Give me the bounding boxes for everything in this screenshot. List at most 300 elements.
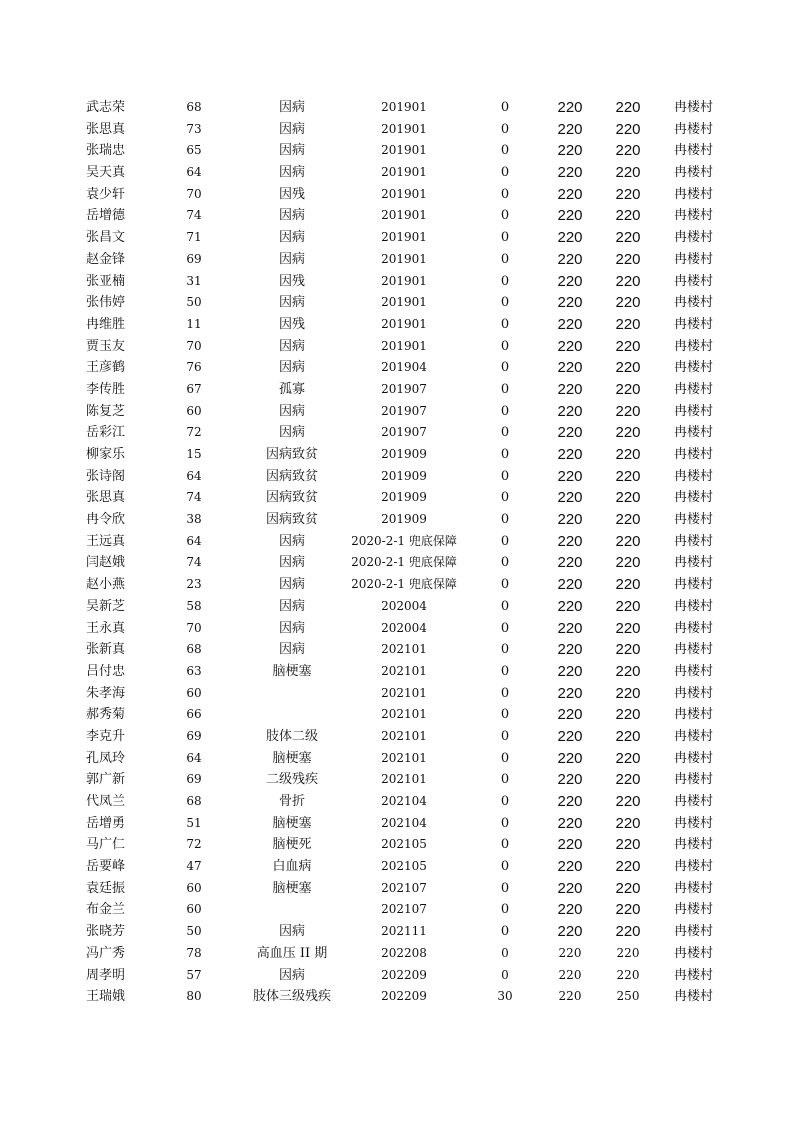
- village-name: 冉楼村: [674, 750, 714, 766]
- resident-name: 代凤兰: [86, 794, 126, 809]
- assistance-reason: 因病: [278, 165, 305, 181]
- resident-name: 赵金锋: [86, 251, 126, 267]
- assistance-reason: 因病: [278, 642, 305, 658]
- assistance-reason: 因病: [278, 967, 305, 983]
- base-amount: 220: [557, 814, 583, 832]
- resident-age: 31: [186, 273, 202, 288]
- village-name: 冉楼村: [674, 902, 714, 918]
- supplement-amount: 0: [500, 533, 510, 549]
- total-amount: 220: [615, 727, 641, 745]
- total-amount: 220: [615, 229, 641, 247]
- assistance-reason: 因病: [278, 403, 305, 419]
- table-row: [62, 509, 762, 531]
- village-name: 冉楼村: [674, 360, 714, 376]
- total-amount: 220: [615, 120, 641, 138]
- resident-name: 赵小燕: [86, 577, 126, 593]
- start-date: 202209: [381, 967, 427, 982]
- base-amount: 220: [557, 662, 583, 680]
- resident-age: 57: [186, 967, 202, 982]
- start-date: 202111: [381, 924, 427, 939]
- supplement-amount: 0: [501, 967, 509, 982]
- supplement-amount: 0: [500, 273, 510, 289]
- assistance-reason: 因病: [278, 121, 305, 137]
- total-amount: 220: [615, 185, 641, 203]
- base-amount: 220: [557, 120, 583, 138]
- resident-age: 69: [186, 251, 202, 266]
- base-amount: 220: [557, 446, 583, 463]
- resident-name: 柳家乐: [86, 447, 126, 462]
- resident-name: 岳增德: [86, 208, 126, 224]
- resident-age: 64: [186, 165, 202, 180]
- total-amount: 220: [615, 684, 641, 702]
- total-amount: 220: [615, 576, 641, 594]
- start-date: 201907: [381, 381, 427, 396]
- supplement-amount: 0: [500, 663, 510, 679]
- resident-name: 郭广新: [86, 772, 126, 788]
- start-date: 201909: [381, 447, 427, 461]
- start-date: 202107: [381, 880, 427, 895]
- resident-age: 66: [186, 707, 202, 722]
- resident-age: 68: [186, 642, 202, 657]
- table-row: [62, 487, 762, 509]
- start-date: 202209: [381, 989, 427, 1004]
- village-name: 冉楼村: [674, 143, 714, 159]
- total-amount: 220: [615, 489, 641, 507]
- base-amount: 220: [557, 207, 583, 225]
- total-amount: 250: [616, 989, 640, 1004]
- total-amount: 220: [615, 749, 641, 767]
- assistance-reason: 二级残疾: [265, 772, 318, 788]
- total-amount: 220: [615, 164, 641, 182]
- resident-name: 岳彩江: [86, 425, 126, 441]
- table-row: [62, 184, 762, 206]
- resident-age: 76: [186, 360, 202, 375]
- start-date: 2020-2-1 兜底保障: [351, 555, 457, 570]
- base-amount: 220: [557, 771, 583, 789]
- resident-age: 15: [186, 447, 202, 461]
- start-date: 201901: [381, 251, 427, 266]
- table-row: [62, 357, 762, 379]
- start-date: 202101: [381, 685, 427, 700]
- resident-name: 孔凤玲: [86, 750, 126, 766]
- table-row: [62, 921, 762, 943]
- supplement-amount: 0: [500, 902, 510, 918]
- start-date: 202004: [381, 620, 427, 635]
- assistance-reason: 因病: [278, 143, 305, 159]
- supplement-amount: 0: [500, 577, 510, 593]
- resident-name: 岳要峰: [86, 859, 126, 875]
- supplement-amount: 0: [500, 772, 510, 788]
- resident-age: 38: [186, 512, 202, 527]
- start-date: 201901: [381, 143, 427, 158]
- resident-name: 张新真: [86, 642, 126, 658]
- resident-age: 71: [186, 230, 202, 245]
- resident-age: 60: [186, 685, 202, 700]
- supplement-amount: 0: [500, 837, 510, 853]
- total-amount: 220: [615, 901, 641, 919]
- table-row: [62, 986, 762, 1008]
- supplement-amount: 0: [500, 447, 510, 462]
- total-amount: 220: [615, 554, 641, 572]
- start-date: 201909: [381, 512, 427, 527]
- total-amount: 220: [615, 662, 641, 680]
- start-date: 202004: [381, 598, 427, 613]
- village-name: 冉楼村: [674, 251, 714, 267]
- assistance-reason: 因病: [278, 251, 305, 267]
- start-date: 201909: [381, 490, 427, 505]
- resident-age: 51: [186, 815, 202, 830]
- assistance-reason: 脑梗塞: [272, 663, 312, 679]
- table-row: [62, 683, 762, 705]
- base-amount: 220: [557, 272, 583, 290]
- total-amount: 220: [615, 315, 641, 333]
- assistance-reason: 肢体三级残疾: [252, 989, 331, 1005]
- resident-name: 李传胜: [86, 381, 126, 397]
- village-name: 冉楼村: [674, 598, 714, 614]
- supplement-amount: 0: [500, 555, 510, 571]
- assistance-reason: 因残: [278, 273, 305, 289]
- village-name: 冉楼村: [674, 381, 714, 397]
- assistance-reason: 肢体二级: [265, 728, 318, 744]
- village-name: 冉楼村: [674, 468, 714, 484]
- resident-name: 布金兰: [86, 902, 126, 918]
- resident-age: 80: [186, 989, 202, 1004]
- resident-name: 闫赵娥: [86, 555, 126, 571]
- base-amount: 220: [557, 250, 583, 268]
- base-amount: 220: [557, 337, 583, 355]
- resident-name: 王永真: [86, 620, 126, 636]
- assistance-reason: 脑梗塞: [272, 750, 312, 766]
- resident-name: 张晓芳: [86, 924, 126, 940]
- supplement-amount: 0: [500, 360, 510, 376]
- start-date: 201907: [381, 425, 427, 440]
- supplement-amount: 0: [500, 512, 510, 528]
- supplement-amount: 0: [500, 642, 510, 658]
- village-name: 冉楼村: [674, 295, 714, 311]
- start-date: 201901: [381, 295, 427, 310]
- total-amount: 220: [615, 99, 641, 116]
- resident-name: 武志荣: [86, 100, 126, 115]
- start-date: 202101: [381, 750, 427, 765]
- start-date: 201901: [381, 100, 427, 114]
- assistance-reason: 脑梗死: [272, 837, 312, 853]
- base-amount: 220: [557, 706, 583, 724]
- start-date: 201901: [381, 230, 427, 245]
- base-amount: 220: [557, 576, 583, 594]
- start-date: 202101: [381, 663, 427, 678]
- supplement-amount: 0: [500, 468, 510, 484]
- village-name: 冉楼村: [674, 707, 714, 723]
- village-name: 冉楼村: [674, 642, 714, 658]
- village-name: 冉楼村: [674, 794, 714, 809]
- table-row: [62, 227, 762, 249]
- resident-age: 73: [186, 121, 202, 136]
- supplement-amount: 0: [500, 143, 510, 159]
- table-row: [62, 271, 762, 293]
- start-date: 201901: [381, 316, 427, 331]
- resident-name: 朱孝海: [86, 685, 126, 701]
- village-name: 冉楼村: [674, 447, 714, 462]
- resident-age: 60: [186, 403, 202, 418]
- table-row: [62, 791, 762, 813]
- assistance-reason: 骨折: [278, 794, 305, 809]
- resident-age: 65: [186, 143, 202, 158]
- resident-name: 李克升: [86, 728, 126, 744]
- total-amount: 220: [615, 467, 641, 485]
- total-amount: 220: [615, 250, 641, 268]
- supplement-amount: 0: [500, 251, 510, 267]
- supplement-amount: 0: [501, 945, 509, 960]
- village-name: 冉楼村: [674, 577, 714, 593]
- total-amount: 220: [615, 402, 641, 420]
- supplement-amount: 0: [500, 598, 510, 614]
- total-amount: 220: [615, 359, 641, 377]
- supplement-amount: 0: [500, 685, 510, 701]
- resident-name: 张昌文: [86, 230, 126, 246]
- resident-name: 袁少轩: [86, 186, 126, 202]
- total-amount: 220: [615, 771, 641, 789]
- base-amount: 220: [557, 294, 583, 312]
- base-amount: 220: [558, 989, 582, 1004]
- resident-name: 岳增勇: [86, 815, 126, 831]
- table-row: [62, 422, 762, 444]
- village-name: 冉楼村: [674, 859, 714, 875]
- total-amount: 220: [615, 923, 641, 941]
- total-amount: 220: [615, 532, 641, 550]
- start-date: 202101: [381, 707, 427, 722]
- assistance-reason: 因病: [278, 338, 305, 354]
- table-row: [62, 834, 762, 856]
- supplement-amount: 0: [500, 425, 510, 441]
- supplement-amount: 0: [500, 859, 510, 875]
- base-amount: 220: [557, 554, 583, 572]
- base-amount: 220: [557, 315, 583, 333]
- assistance-reason: 因病: [278, 577, 305, 593]
- total-amount: 220: [615, 511, 641, 529]
- resident-age: 64: [186, 533, 202, 548]
- village-name: 冉楼村: [674, 338, 714, 354]
- village-name: 冉楼村: [674, 663, 714, 679]
- village-name: 冉楼村: [674, 121, 714, 137]
- assistance-reason: 脑梗塞: [272, 815, 312, 831]
- base-amount: 220: [557, 597, 583, 615]
- village-name: 冉楼村: [674, 924, 714, 940]
- base-amount: 220: [557, 727, 583, 745]
- assistance-reason: 因病: [278, 230, 305, 246]
- base-amount: 220: [557, 641, 583, 659]
- total-amount: 220: [615, 142, 641, 160]
- resident-age: 47: [186, 859, 202, 874]
- village-name: 冉楼村: [674, 230, 714, 246]
- base-amount: 220: [557, 402, 583, 420]
- village-name: 冉楼村: [674, 967, 714, 983]
- resident-name: 冉令欣: [86, 512, 126, 528]
- resident-name: 贾玉友: [86, 338, 126, 354]
- assistance-reason: 孤寡: [278, 381, 305, 397]
- village-name: 冉楼村: [674, 316, 714, 332]
- assistance-reason: 白血病: [272, 859, 312, 875]
- start-date: 202101: [381, 642, 427, 657]
- table-row: [62, 618, 762, 640]
- start-date: 201901: [381, 338, 427, 353]
- base-amount: 220: [557, 489, 583, 507]
- base-amount: 220: [557, 359, 583, 377]
- assistance-reason: 因病: [278, 295, 305, 311]
- supplement-amount: 0: [500, 794, 510, 809]
- supplement-amount: 0: [500, 165, 510, 181]
- village-name: 冉楼村: [674, 728, 714, 744]
- start-date: 202105: [381, 837, 427, 852]
- assistance-reason: 因病致贫: [265, 512, 318, 528]
- assistance-reason: 因病: [278, 620, 305, 636]
- resident-name: 王瑞娥: [86, 989, 126, 1005]
- assistance-reason: 因病致贫: [265, 490, 318, 506]
- supplement-amount: 0: [500, 728, 510, 744]
- resident-age: 68: [186, 794, 202, 808]
- table-row: [62, 466, 762, 488]
- base-amount: 220: [557, 793, 583, 810]
- resident-name: 冯广秀: [86, 945, 126, 961]
- table-row: [62, 444, 762, 466]
- table-row: [62, 574, 762, 596]
- total-amount: 220: [615, 424, 641, 442]
- supplement-amount: 0: [500, 295, 510, 311]
- base-amount: 220: [557, 684, 583, 702]
- total-amount: 220: [616, 967, 640, 982]
- assistance-reason: 因残: [278, 316, 305, 332]
- start-date: 202105: [381, 859, 427, 874]
- resident-age: 78: [186, 945, 202, 960]
- table-row: [62, 899, 762, 921]
- table-row: [62, 336, 762, 358]
- assistance-reason: 因残: [278, 186, 305, 202]
- supplement-amount: 30: [497, 989, 513, 1004]
- total-amount: 220: [615, 272, 641, 290]
- village-name: 冉楼村: [674, 815, 714, 831]
- resident-age: 58: [186, 598, 202, 613]
- supplement-amount: 0: [500, 620, 510, 636]
- village-name: 冉楼村: [674, 880, 714, 896]
- supplement-amount: 0: [500, 338, 510, 354]
- table-row: [62, 531, 762, 553]
- start-date: 201907: [381, 403, 427, 418]
- total-amount: 220: [615, 793, 641, 810]
- table-row: [62, 292, 762, 314]
- village-name: 冉楼村: [674, 620, 714, 636]
- assistance-reason: 因病: [278, 555, 305, 571]
- resident-name: 王远真: [86, 533, 126, 549]
- resident-age: 23: [186, 577, 202, 592]
- resident-age: 63: [186, 663, 202, 678]
- table-row: [62, 314, 762, 336]
- resident-name: 冉维胜: [86, 316, 126, 332]
- supplement-amount: 0: [500, 100, 510, 115]
- assistance-reason: 因病: [278, 208, 305, 224]
- supplement-amount: 0: [500, 230, 510, 246]
- resident-name: 郝秀菊: [86, 707, 126, 723]
- start-date: 201901: [381, 186, 427, 201]
- base-amount: 220: [557, 879, 583, 897]
- start-date: 201901: [381, 165, 427, 180]
- total-amount: 220: [615, 207, 641, 225]
- table-row: [62, 704, 762, 726]
- table-row: [62, 119, 762, 141]
- total-amount: 220: [615, 380, 641, 398]
- table-row: [62, 596, 762, 618]
- table-row: [62, 965, 762, 987]
- resident-age: 70: [186, 620, 202, 635]
- resident-name: 吕付忠: [86, 663, 126, 679]
- assistance-reason: 因病致贫: [265, 468, 318, 484]
- resident-name: 张伟婷: [86, 295, 126, 311]
- table-row: [62, 748, 762, 770]
- base-amount: 220: [558, 967, 582, 982]
- resident-name: 马广仁: [86, 837, 126, 853]
- total-amount: 220: [615, 619, 641, 637]
- village-name: 冉楼村: [674, 945, 714, 961]
- base-amount: 220: [558, 945, 582, 960]
- table-row: [62, 205, 762, 227]
- village-name: 冉楼村: [674, 165, 714, 181]
- table-row: [62, 140, 762, 162]
- village-name: 冉楼村: [674, 837, 714, 853]
- table-row: [62, 769, 762, 791]
- village-name: 冉楼村: [674, 273, 714, 289]
- base-amount: 220: [557, 185, 583, 203]
- resident-age: 72: [186, 425, 202, 440]
- total-amount: 220: [615, 858, 641, 876]
- resident-age: 11: [186, 316, 202, 331]
- assistance-reason: 因病: [278, 100, 305, 115]
- resident-age: 60: [186, 880, 202, 895]
- supplement-amount: 0: [500, 815, 510, 831]
- base-amount: 220: [557, 923, 583, 941]
- resident-age: 74: [186, 490, 202, 505]
- total-amount: 220: [616, 945, 640, 960]
- base-amount: 220: [557, 467, 583, 485]
- total-amount: 220: [615, 294, 641, 312]
- village-name: 冉楼村: [674, 403, 714, 419]
- assistance-reason: 因病: [278, 425, 305, 441]
- resident-age: 72: [186, 837, 202, 852]
- resident-name: 周孝明: [86, 967, 126, 983]
- village-name: 冉楼村: [674, 989, 714, 1005]
- start-date: 202107: [381, 902, 427, 917]
- supplement-amount: 0: [500, 880, 510, 896]
- base-amount: 220: [557, 836, 583, 854]
- resident-age: 50: [186, 295, 202, 310]
- base-amount: 220: [557, 164, 583, 182]
- supplement-amount: 0: [500, 707, 510, 723]
- base-amount: 220: [557, 142, 583, 160]
- resident-name: 袁廷振: [86, 880, 126, 896]
- resident-age: 69: [186, 728, 202, 743]
- supplement-amount: 0: [500, 403, 510, 419]
- total-amount: 220: [615, 641, 641, 659]
- start-date: 201909: [381, 468, 427, 483]
- resident-age: 64: [186, 468, 202, 483]
- village-name: 冉楼村: [674, 772, 714, 788]
- base-amount: 220: [557, 858, 583, 876]
- base-amount: 220: [557, 229, 583, 247]
- assistance-reason: 因病: [278, 598, 305, 614]
- total-amount: 220: [615, 446, 641, 463]
- resident-name: 王彦鹤: [86, 360, 126, 376]
- table-row: [62, 661, 762, 683]
- supplement-amount: 0: [500, 381, 510, 397]
- table-row: [62, 813, 762, 835]
- start-date: 2020-2-1 兜底保障: [351, 533, 457, 548]
